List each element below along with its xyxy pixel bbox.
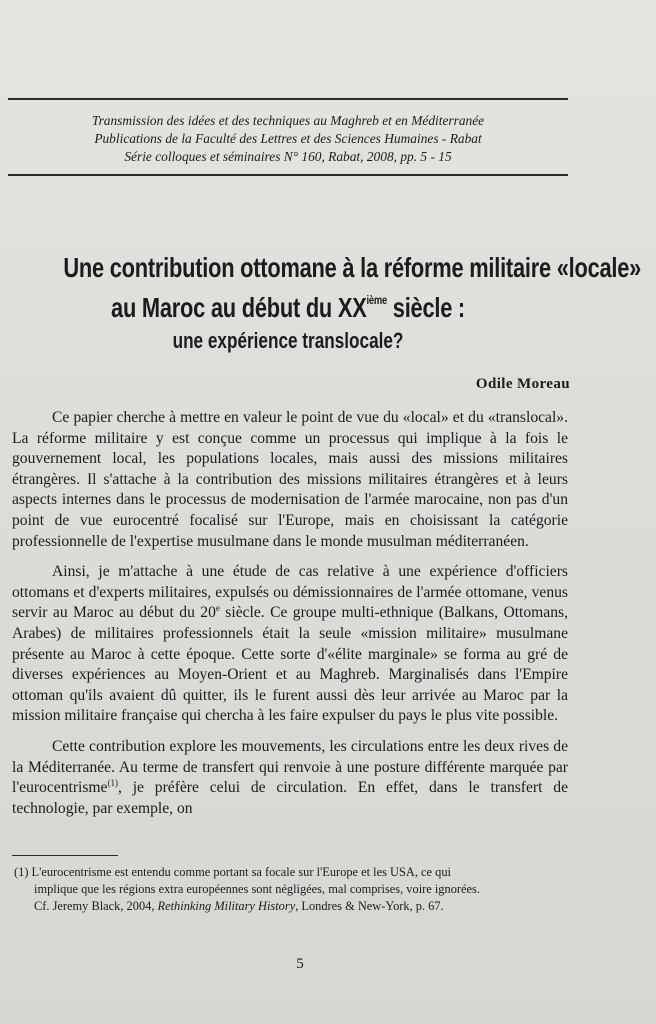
article-subtitle: une expérience translocale? xyxy=(172,328,404,353)
paragraph-2 xyxy=(12,562,568,727)
footnote-book-title: Rethinking Military History xyxy=(157,899,296,913)
footnote-line-2: implique que les régions extra européennes sont négligées, mal comprises, voire ignorées. xyxy=(34,882,480,896)
header-line-3: Série colloques et séminaires N° 160, Rabat, 2008, pp. 5 - 15 xyxy=(124,149,452,164)
century-superscript: e xyxy=(215,603,220,614)
footnote-reference: (1) xyxy=(107,778,118,789)
article-title xyxy=(63,248,642,328)
paragraph-3-part-a: Cette contribution explore les mouvements, les circulations entre les deux rives de la Méditerranée. Au terme de transfert qui renvoie à une posture différente marquée par l'eurocentrisme xyxy=(12,737,568,797)
title-line-2-post: siècle : xyxy=(386,292,465,323)
footnote-citation-pre: Cf. Jeremy Black, 2004, xyxy=(34,899,158,913)
header-line-2: Publications de la Faculté des Lettres et des Sciences Humaines - Rabat xyxy=(94,131,482,146)
title-line-2 xyxy=(63,288,512,328)
header-bottom-rule xyxy=(8,174,568,176)
footnote xyxy=(14,864,568,915)
footnote-line-3 xyxy=(14,898,568,915)
article-body xyxy=(12,408,568,829)
footnote-line-1: (1) L'eurocentrisme est entendu comme portant sa focale sur l'Europe et les USA, ce qui xyxy=(14,865,451,879)
footnote-citation-post: , Londres & New-York, p. 67. xyxy=(295,899,444,913)
header-line-1: Transmission des idées et des techniques au Maghreb et en Méditerranée xyxy=(91,113,485,128)
paragraph-1: Ce papier cherche à mettre en valeur le point de vue du «local» et du «translocal». La réforme militaire y est conçue comme un processus qui implique à la fois le gouvernement local, les populations locales, mais aussi des missions militaires étrangères. Il s'attache à la contribution des missions militaires étrangères et à leurs aspects internes dans le processus de modernisation de l'armée marocaine, non pas d'un point de vue eurocentré focalisé sur l'Europe, mais en choisissant la catégorie professionnelle de l'expertise musulmane dans le monde musulman méditerranéen. xyxy=(12,409,568,550)
footnote-rule xyxy=(12,855,118,856)
title-line-2-pre: au Maroc au début du XX xyxy=(111,292,367,323)
paragraph-2-part-a: Ainsi, je m'attache à une étude de cas relative à une expérience d'officiers ottomans et d'experts militaires, expulsés ou démissionnaires de l'armée ottomane, venus servir au Maroc au début du 20 xyxy=(12,563,568,622)
header-top-rule xyxy=(8,98,568,100)
paragraph-3-part-b: , je préfère celui de circulation. En effet, dans le transfert de technologie, par exemple, on xyxy=(12,779,568,817)
page-number: 5 xyxy=(296,956,304,972)
paragraph-2-part-b: siècle. Ce groupe multi-ethnique (Balkans, Ottomans, Arabes) de militaires professionnels était la seule «mission militaire» musulmane présente au Maroc à cette époque. Cette sorte d'«élite marginale» se forma au gré de diverses expériences au Moyen-Orient et au Maghreb. Marginalisés dans l'Empire ottoman qu'ils avaient dû quitter, ils le furent aussi dès leur arrivée au Maroc par la mission militaire française qui chercha à les faire expulser du pays le plus vite possible. xyxy=(12,604,568,725)
paragraph-3 xyxy=(12,737,568,819)
title-line-1: Une contribution ottomane à la réforme militaire «locale» xyxy=(63,252,642,283)
author-name: Odile Moreau xyxy=(475,376,570,392)
title-superscript: ième xyxy=(366,293,387,307)
publication-header xyxy=(8,112,568,166)
